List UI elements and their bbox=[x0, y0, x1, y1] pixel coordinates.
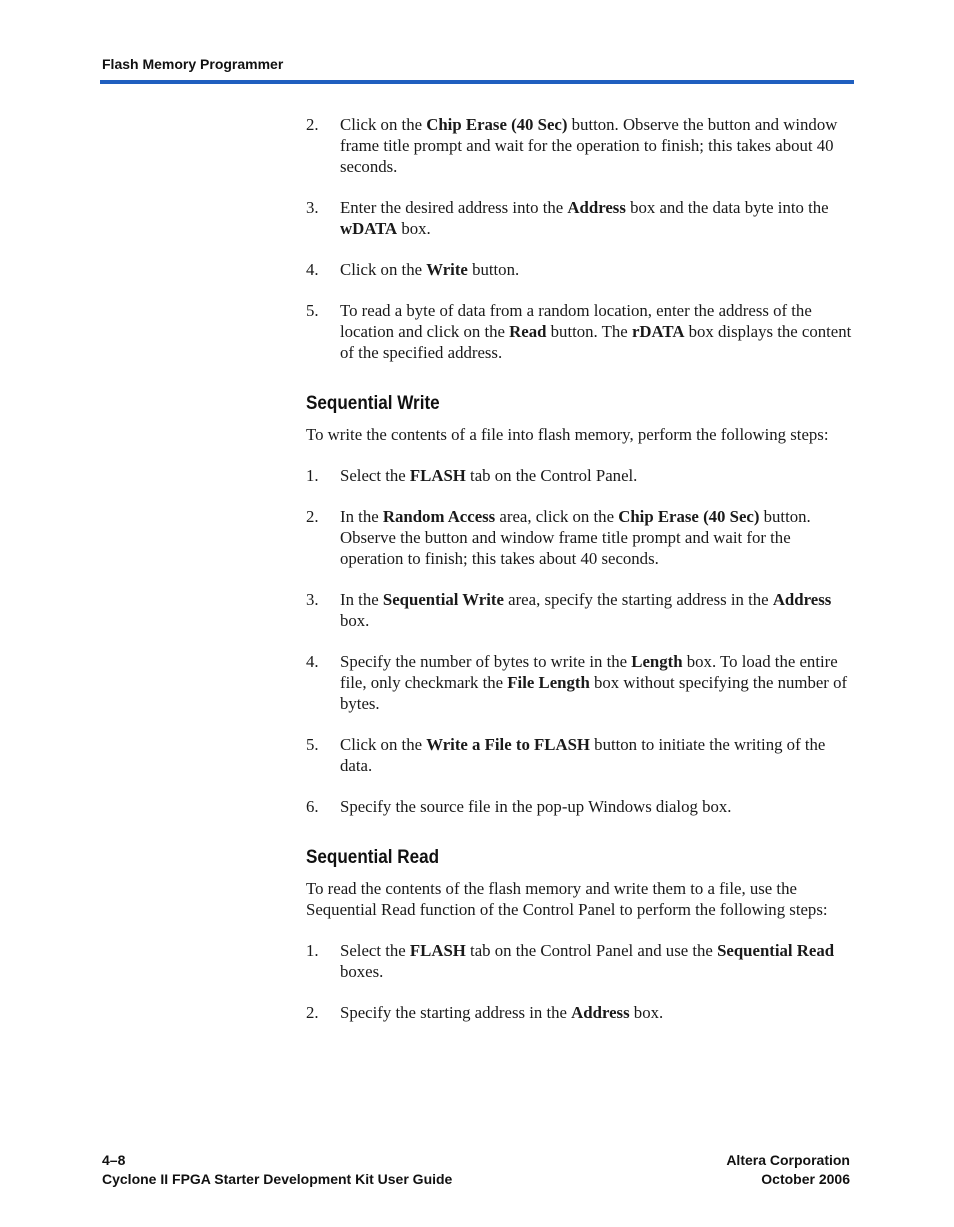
list-item-number: 3. bbox=[306, 590, 319, 609]
ui-term: wDATA bbox=[340, 219, 398, 238]
text-run: box displays the content of the specified address. bbox=[340, 322, 852, 362]
ui-term: File Length bbox=[507, 673, 590, 692]
text-run: box and the data byte into the bbox=[625, 198, 829, 217]
company-name: Altera Corporation bbox=[726, 1152, 850, 1168]
list-item bbox=[306, 114, 854, 177]
step-list bbox=[306, 940, 854, 1023]
text-run: To read a byte of data from a random location, enter the address of the location and click on the bbox=[340, 301, 812, 341]
text-run: box. bbox=[629, 1003, 664, 1022]
list-item-text bbox=[340, 507, 811, 568]
list-item-text bbox=[340, 941, 834, 981]
ui-term: Chip Erase (40 Sec) bbox=[618, 507, 760, 526]
list-item-number: 1. bbox=[306, 466, 319, 485]
text-run: tab on the Control Panel and use the bbox=[465, 941, 718, 960]
text-run: tab on the Control Panel. bbox=[465, 466, 638, 485]
list-item bbox=[306, 651, 854, 714]
ui-term: Chip Erase (40 Sec) bbox=[426, 115, 568, 134]
text-run: button. bbox=[467, 260, 520, 279]
ui-term: rDATA bbox=[631, 322, 685, 341]
list-item bbox=[306, 589, 854, 631]
text-run: button. Observe the button and window frame title prompt and wait for the operation to finish; this takes about 40 seconds. bbox=[340, 115, 838, 176]
list-item bbox=[306, 940, 854, 982]
list-item-text bbox=[340, 797, 731, 816]
text-run: Select the bbox=[340, 941, 410, 960]
footer-left bbox=[102, 1151, 452, 1189]
list-item bbox=[306, 1002, 854, 1023]
list-item-number: 2. bbox=[306, 115, 319, 134]
text-run: In the bbox=[340, 507, 383, 526]
list-item-text bbox=[340, 301, 851, 362]
ui-term: Read bbox=[509, 322, 547, 341]
text-run: Specify the source file in the pop-up Windows dialog box. bbox=[340, 797, 732, 816]
ui-term: Sequential Write bbox=[382, 590, 504, 609]
text-run: Select the bbox=[340, 466, 410, 485]
list-item-text bbox=[340, 652, 847, 713]
ui-term: Address bbox=[571, 1003, 630, 1022]
publication-date: October 2006 bbox=[761, 1171, 850, 1187]
ui-term: FLASH bbox=[409, 941, 466, 960]
list-item bbox=[306, 734, 854, 776]
ui-term: Sequential Read bbox=[717, 941, 835, 960]
text-run: box. bbox=[340, 611, 370, 630]
list-item bbox=[306, 465, 854, 486]
list-item-text bbox=[340, 1003, 663, 1022]
ui-term: Length bbox=[631, 652, 683, 671]
step-list bbox=[306, 465, 854, 817]
ui-term: Random Access bbox=[382, 507, 496, 526]
list-item-text bbox=[340, 198, 829, 238]
list-item-number: 4. bbox=[306, 260, 319, 279]
list-item-number: 5. bbox=[306, 301, 319, 320]
guide-title: Cyclone II FPGA Starter Development Kit User Guide bbox=[102, 1171, 453, 1187]
text-run: button. Observe the button and window frame title prompt and wait for the operation to finish; this takes about 40 seconds. bbox=[340, 507, 811, 568]
page-number: 4–8 bbox=[102, 1152, 126, 1168]
list-item-number: 1. bbox=[306, 941, 319, 960]
section-heading-sequential-write: Sequential Write bbox=[306, 393, 440, 414]
list-item bbox=[306, 506, 854, 569]
list-item-number: 3. bbox=[306, 198, 319, 217]
ui-term: Address bbox=[772, 590, 832, 609]
text-run: Enter the desired address into the bbox=[340, 198, 568, 217]
header-rule bbox=[100, 80, 854, 84]
list-item-text bbox=[340, 260, 519, 279]
ui-term: Write bbox=[426, 260, 468, 279]
text-run: box. bbox=[397, 219, 431, 238]
text-run: boxes. bbox=[340, 962, 384, 981]
text-run: Specify the starting address in the bbox=[340, 1003, 572, 1022]
text-run: box. To load the entire file, only checkmark the bbox=[340, 652, 838, 692]
text-run: button. The bbox=[546, 322, 632, 341]
list-item bbox=[306, 259, 854, 280]
ui-term: Write a File to FLASH bbox=[426, 735, 590, 754]
text-run: area, specify the starting address in the bbox=[503, 590, 773, 609]
ui-term: FLASH bbox=[409, 466, 466, 485]
text-run: button to initiate the writing of the data. bbox=[340, 735, 826, 775]
text-run: Click on the bbox=[340, 260, 427, 279]
list-item-text bbox=[340, 466, 637, 485]
text-run: Specify the number of bytes to write in the bbox=[340, 652, 632, 671]
footer-right bbox=[726, 1151, 850, 1189]
list-item-number: 4. bbox=[306, 652, 319, 671]
section-intro: To read the contents of the flash memory and write them to a file, use the Sequential Read function of the Control Panel to perform the following steps: bbox=[306, 879, 828, 919]
text-run: In the bbox=[340, 590, 383, 609]
list-item-number: 5. bbox=[306, 735, 319, 754]
list-item bbox=[306, 300, 854, 363]
text-run: Click on the bbox=[340, 115, 427, 134]
page-body bbox=[306, 114, 854, 1043]
list-item-number: 2. bbox=[306, 1003, 319, 1022]
list-item-text bbox=[340, 115, 837, 176]
list-item-number: 2. bbox=[306, 507, 319, 526]
section-intro: To write the contents of a file into flash memory, perform the following steps: bbox=[306, 425, 829, 444]
ui-term: Address bbox=[567, 198, 626, 217]
list-item-text bbox=[340, 590, 831, 630]
list-item bbox=[306, 197, 854, 239]
step-list bbox=[306, 114, 854, 363]
list-item bbox=[306, 796, 854, 817]
text-run: area, click on the bbox=[495, 507, 619, 526]
list-item-number: 6. bbox=[306, 797, 319, 816]
running-header: Flash Memory Programmer bbox=[102, 56, 284, 72]
text-run: box without specifying the number of bytes. bbox=[340, 673, 848, 713]
list-item-text bbox=[340, 735, 825, 775]
section-heading-sequential-read: Sequential Read bbox=[306, 847, 440, 868]
text-run: Click on the bbox=[340, 735, 427, 754]
